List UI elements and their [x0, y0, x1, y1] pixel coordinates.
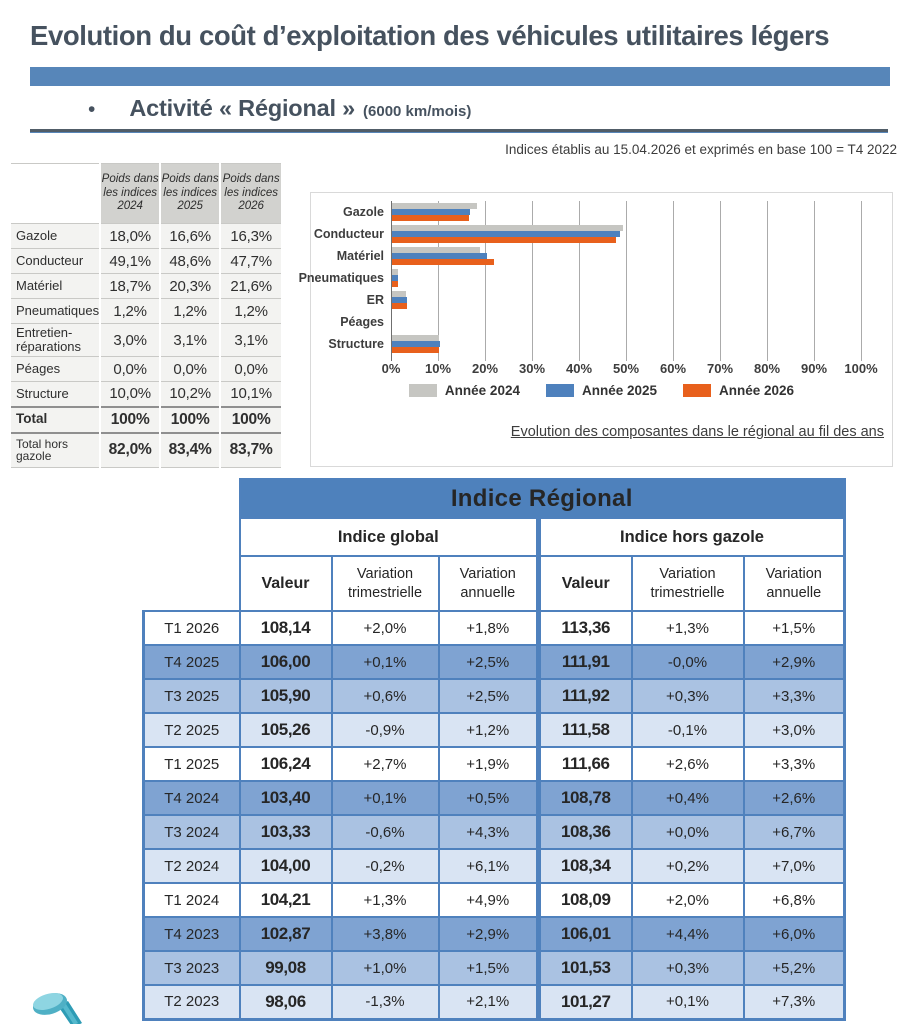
table-row [144, 713, 845, 747]
variation-cell: +3,0% [744, 713, 845, 747]
value-cell: 108,36 [539, 815, 632, 849]
variation-cell: +0,3% [632, 951, 744, 985]
variation-cell: -0,9% [332, 713, 439, 747]
axis-tick-label: 40% [565, 361, 593, 376]
variation-cell: +4,3% [439, 815, 539, 849]
category-label: ER [366, 293, 384, 307]
weights-value-cell: 3,1% [160, 324, 220, 357]
variation-cell: +2,0% [632, 883, 744, 917]
group-header-hors-gazole: Indice hors gazole [539, 518, 845, 556]
axis-tick-label: 80% [753, 361, 781, 376]
weights-row-label: Pneumatiques [10, 299, 100, 324]
variation-cell: +2,1% [439, 985, 539, 1019]
variation-cell: +6,0% [744, 917, 845, 951]
weights-value-cell: 0,0% [220, 357, 282, 382]
variation-cell: +7,3% [744, 985, 845, 1019]
chart-bar [392, 347, 439, 353]
components-bar-chart [298, 192, 893, 467]
gridline [861, 201, 862, 361]
variation-cell: +2,6% [744, 781, 845, 815]
value-cell: 99,08 [240, 951, 332, 985]
weights-row-label: Total hors gazole [10, 433, 100, 468]
variation-cell: +3,3% [744, 747, 845, 781]
value-cell: 111,58 [539, 713, 632, 747]
variation-cell: -0,6% [332, 815, 439, 849]
weights-row-label: Total [10, 407, 100, 433]
value-cell: 106,01 [539, 917, 632, 951]
legend-swatch [546, 384, 574, 397]
variation-cell: +4,9% [439, 883, 539, 917]
table-row [144, 747, 845, 781]
variation-cell: +2,5% [439, 645, 539, 679]
quarter-label: T2 2025 [144, 713, 240, 747]
variation-cell: +6,1% [439, 849, 539, 883]
index-regional-table [142, 478, 846, 1021]
chart-bar [392, 237, 616, 243]
weights-value-cell: 48,6% [160, 249, 220, 274]
index-table-title-row [144, 479, 845, 518]
table-row [10, 249, 282, 274]
variation-cell: +7,0% [744, 849, 845, 883]
variation-cell: +0,1% [632, 985, 744, 1019]
weights-value-cell: 21,6% [220, 274, 282, 299]
variation-cell: +2,5% [439, 679, 539, 713]
variation-cell: +0,0% [632, 815, 744, 849]
variation-cell: +3,3% [744, 679, 845, 713]
gridline [673, 201, 674, 361]
chart-caption: Evolution des composantes dans le régional au fil des ans [510, 424, 884, 440]
variation-cell: +2,9% [744, 645, 845, 679]
weights-value-cell: 1,2% [100, 299, 160, 324]
value-cell: 111,92 [539, 679, 632, 713]
section-subtitle: (6000 km/mois) [363, 103, 472, 120]
table-row [144, 985, 845, 1019]
weights-header-row [10, 164, 282, 224]
quarter-label: T1 2024 [144, 883, 240, 917]
value-cell: 111,91 [539, 645, 632, 679]
variation-cell: +1,3% [332, 883, 439, 917]
legend-swatch [409, 384, 437, 397]
value-cell: 98,06 [240, 985, 332, 1019]
variation-cell: +1,5% [439, 951, 539, 985]
quarter-label: T3 2025 [144, 679, 240, 713]
bullet-icon: • [88, 98, 96, 121]
col-header-var-trimestrielle: Variation trimestrielle [332, 556, 439, 611]
variation-cell: +1,2% [439, 713, 539, 747]
variation-cell: +2,0% [332, 611, 439, 645]
weights-value-cell: 83,4% [160, 433, 220, 468]
legend-label: Année 2026 [719, 383, 795, 398]
weights-value-cell: 1,2% [160, 299, 220, 324]
col-header-valeur: Valeur [240, 556, 332, 611]
category-label: Conducteur [313, 227, 384, 241]
quarter-label: T1 2025 [144, 747, 240, 781]
quarter-label: T3 2023 [144, 951, 240, 985]
variation-cell: +6,8% [744, 883, 845, 917]
col-header-var-annuelle-hg: Variation annuelle [744, 556, 845, 611]
index-table-group-row [144, 518, 845, 556]
weights-value-cell: 0,0% [100, 357, 160, 382]
weights-value-cell: 100% [160, 407, 220, 433]
legend-item [683, 383, 794, 398]
axis-tick-label: 100% [844, 361, 878, 376]
variation-cell: +0,6% [332, 679, 439, 713]
variation-cell: +0,5% [439, 781, 539, 815]
col-header-var-trimestrielle-hg: Variation trimestrielle [632, 556, 744, 611]
variation-cell: +0,4% [632, 781, 744, 815]
variation-cell: +0,1% [332, 781, 439, 815]
variation-cell: -0,0% [632, 645, 744, 679]
value-cell: 106,24 [240, 747, 332, 781]
chart-bar [392, 281, 398, 287]
quarter-label: T4 2023 [144, 917, 240, 951]
chart-bar [392, 303, 407, 309]
weights-row-label: Matériel [10, 274, 100, 299]
variation-cell: +2,6% [632, 747, 744, 781]
table-row [10, 382, 282, 407]
gridline [626, 201, 627, 361]
variation-cell: +1,9% [439, 747, 539, 781]
axis-tick-label: 20% [471, 361, 499, 376]
variation-cell: +6,7% [744, 815, 845, 849]
variation-cell: +2,9% [439, 917, 539, 951]
variation-cell: +2,7% [332, 747, 439, 781]
category-label: Pneumatiques [298, 271, 384, 285]
weights-value-cell: 10,0% [100, 382, 160, 407]
variation-cell: -0,2% [332, 849, 439, 883]
weights-value-cell: 10,1% [220, 382, 282, 407]
weights-corner-cell [10, 164, 100, 224]
col-header-valeur-hg: Valeur [539, 556, 632, 611]
table-row [10, 357, 282, 382]
table-row [144, 645, 845, 679]
weights-col-header: Poids dans les indices 2024 [100, 164, 160, 224]
table-row [144, 781, 845, 815]
table-row [144, 849, 845, 883]
gridline [814, 201, 815, 361]
value-cell: 108,78 [539, 781, 632, 815]
quarter-label: T2 2023 [144, 985, 240, 1019]
section-heading [88, 95, 471, 122]
variation-cell: +0,3% [632, 679, 744, 713]
weights-row-label: Conducteur [10, 249, 100, 274]
weights-value-cell: 49,1% [100, 249, 160, 274]
weights-value-cell: 100% [100, 407, 160, 433]
table-row [144, 883, 845, 917]
category-label: Matériel [336, 249, 384, 263]
legend-swatch [683, 384, 711, 397]
variation-cell: +4,4% [632, 917, 744, 951]
value-cell: 103,40 [240, 781, 332, 815]
chart-bar [392, 215, 469, 221]
weights-col-header: Poids dans les indices 2026 [220, 164, 282, 224]
variation-cell: +1,8% [439, 611, 539, 645]
axis-tick-label: 10% [424, 361, 452, 376]
axis-tick-label: 50% [612, 361, 640, 376]
variation-cell: +3,8% [332, 917, 439, 951]
weights-value-cell: 20,3% [160, 274, 220, 299]
value-cell: 113,36 [539, 611, 632, 645]
variation-cell: -0,1% [632, 713, 744, 747]
legend-label: Année 2024 [444, 383, 520, 398]
variation-cell: -1,3% [332, 985, 439, 1019]
value-cell: 104,21 [240, 883, 332, 917]
index-table-colheader-row [144, 556, 845, 611]
value-cell: 101,27 [539, 985, 632, 1019]
table-row [144, 611, 845, 645]
index-table-title: Indice Régional [240, 479, 845, 518]
weights-value-cell: 16,3% [220, 224, 282, 249]
variation-cell: +1,3% [632, 611, 744, 645]
indices-base-note: Indices établis au 15.04.2026 et exprimés en base 100 = T4 2022 [505, 142, 897, 157]
table-row [10, 299, 282, 324]
value-cell: 111,66 [539, 747, 632, 781]
quarter-label: T3 2024 [144, 815, 240, 849]
axis-tick-label: 0% [381, 361, 401, 376]
legend-item [546, 383, 657, 398]
weights-value-cell: 16,6% [160, 224, 220, 249]
axis-tick-label: 60% [659, 361, 687, 376]
category-label: Structure [328, 337, 384, 351]
weights-value-cell: 47,7% [220, 249, 282, 274]
variation-cell: +0,1% [332, 645, 439, 679]
weights-col-header: Poids dans les indices 2025 [160, 164, 220, 224]
value-cell: 104,00 [240, 849, 332, 883]
value-cell: 108,14 [240, 611, 332, 645]
section-underline-bar [30, 129, 888, 133]
gridline [767, 201, 768, 361]
weights-row-label: Péages [10, 357, 100, 382]
quarter-label: T2 2024 [144, 849, 240, 883]
legend-item [409, 383, 520, 398]
title-underline-bar [30, 67, 890, 86]
variation-cell: +5,2% [744, 951, 845, 985]
value-cell: 102,87 [240, 917, 332, 951]
value-cell: 105,90 [240, 679, 332, 713]
axis-tick-label: 70% [706, 361, 734, 376]
pushpin-icon [28, 992, 88, 1024]
table-row [10, 324, 282, 357]
table-row [144, 815, 845, 849]
axis-tick-label: 30% [518, 361, 546, 376]
chart-bar [392, 259, 494, 265]
value-cell: 106,00 [240, 645, 332, 679]
table-row [144, 917, 845, 951]
page-title: Evolution du coût d’exploitation des véhicules utilitaires légers [30, 20, 830, 51]
section-title: Activité « Régional » [129, 95, 356, 121]
chart-legend [311, 383, 892, 398]
table-row [10, 224, 282, 249]
col-header-var-annuelle: Variation annuelle [439, 556, 539, 611]
category-label: Gazole [343, 205, 384, 219]
weights-value-cell: 1,2% [220, 299, 282, 324]
weights-row-label: Entretien-réparations [10, 324, 100, 357]
weights-total-hors-gazole-row [10, 433, 282, 468]
weights-value-cell: 18,0% [100, 224, 160, 249]
value-cell: 108,34 [539, 849, 632, 883]
weights-value-cell: 10,2% [160, 382, 220, 407]
quarter-label: T4 2024 [144, 781, 240, 815]
axis-tick-label: 90% [800, 361, 828, 376]
variation-cell: +1,5% [744, 611, 845, 645]
group-header-global: Indice global [240, 518, 539, 556]
weights-row-label: Structure [10, 382, 100, 407]
variation-cell: +0,2% [632, 849, 744, 883]
weights-value-cell: 83,7% [220, 433, 282, 468]
weights-value-cell: 3,1% [220, 324, 282, 357]
weights-value-cell: 82,0% [100, 433, 160, 468]
weights-value-cell: 0,0% [160, 357, 220, 382]
value-cell: 105,26 [240, 713, 332, 747]
category-label: Péages [340, 315, 384, 329]
weights-table [9, 163, 283, 468]
weights-value-cell: 3,0% [100, 324, 160, 357]
weights-row-label: Gazole [10, 224, 100, 249]
variation-cell: +1,0% [332, 951, 439, 985]
value-cell: 108,09 [539, 883, 632, 917]
legend-label: Année 2025 [581, 383, 658, 398]
quarter-label: T1 2026 [144, 611, 240, 645]
weights-value-cell: 18,7% [100, 274, 160, 299]
weights-value-cell: 100% [220, 407, 282, 433]
table-row [10, 274, 282, 299]
table-row [144, 951, 845, 985]
quarter-label: T4 2025 [144, 645, 240, 679]
value-cell: 101,53 [539, 951, 632, 985]
weights-total-row [10, 407, 282, 433]
gridline [720, 201, 721, 361]
table-row [144, 679, 845, 713]
value-cell: 103,33 [240, 815, 332, 849]
